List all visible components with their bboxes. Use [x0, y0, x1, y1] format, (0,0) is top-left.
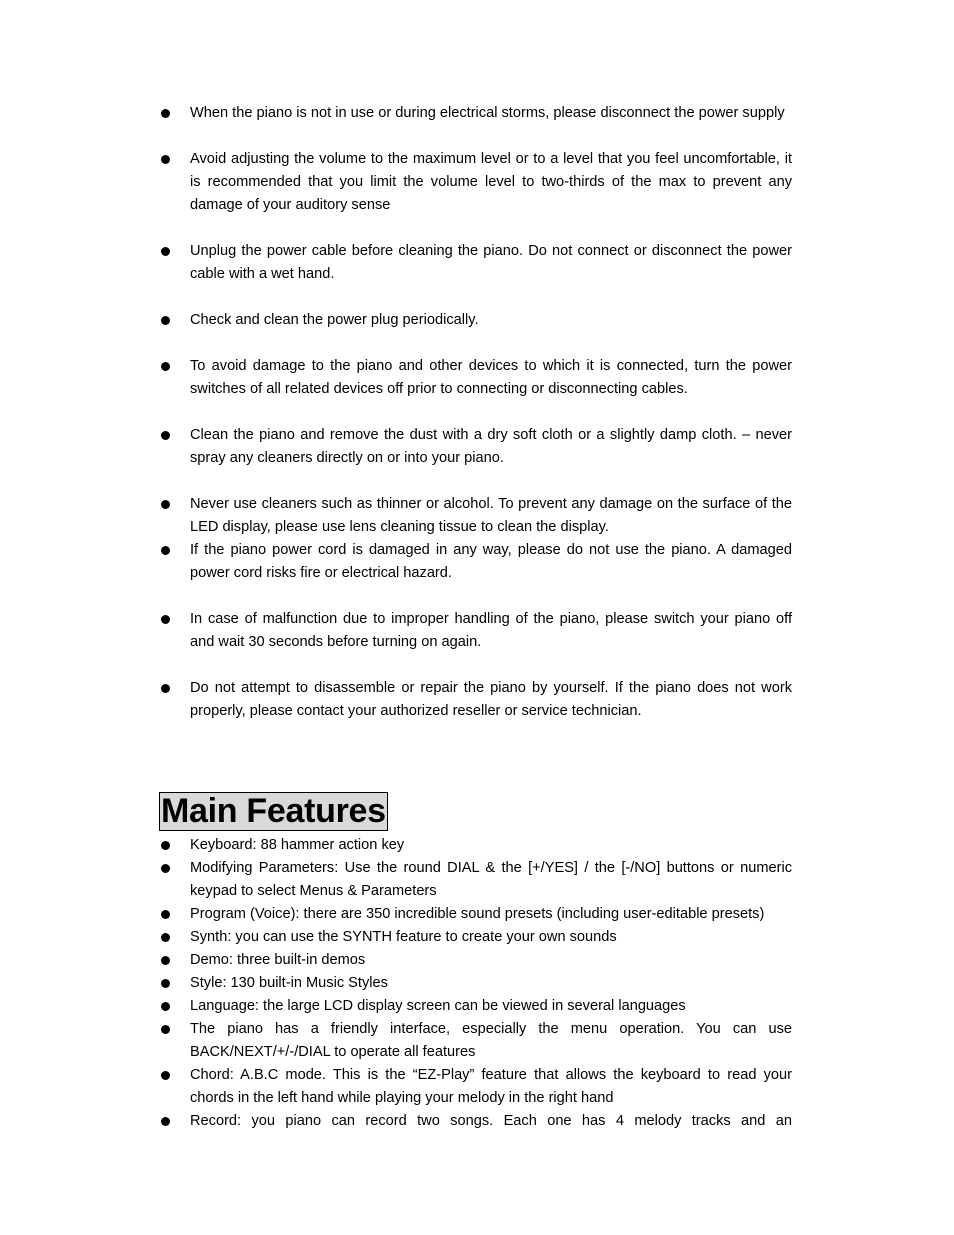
- bullet-icon: [161, 615, 170, 624]
- list-item-text: Never use cleaners such as thinner or alcohol. To prevent any damage on the surface of the LED display, please use lens cleaning tissue to clean the display.: [190, 496, 792, 535]
- bullet-icon: [161, 979, 170, 988]
- list-item-text: Do not attempt to disassemble or repair the piano by yourself. If the piano does not work properly, please contact your authorized reseller or service technician.: [190, 680, 792, 719]
- list-item-text: Unplug the power cable before cleaning the piano. Do not connect or disconnect the power cable with a wet hand.: [190, 243, 792, 282]
- list-item: [160, 493, 792, 539]
- list-item-text: When the piano is not in use or during electrical storms, please disconnect the power supply: [190, 105, 785, 121]
- list-item: [160, 995, 792, 1018]
- features-list: [160, 834, 792, 1133]
- bullet-icon: [161, 1002, 170, 1011]
- list-item: [160, 677, 792, 723]
- list-item: [160, 926, 792, 949]
- list-item-text: To avoid damage to the piano and other devices to which it is connected, turn the power switches of all related devices off prior to connecting or disconnecting cables.: [190, 358, 792, 397]
- list-item: [160, 608, 792, 654]
- list-item-text: The piano has a friendly interface, especially the menu operation. You can use BACK/NEXT/+/-/DIAL to operate all features: [190, 1021, 792, 1060]
- bullet-icon: [161, 546, 170, 555]
- bullet-icon: [161, 864, 170, 873]
- bullet-icon: [161, 155, 170, 164]
- list-item: [160, 903, 792, 926]
- list-item-text: Synth: you can use the SYNTH feature to create your own sounds: [190, 929, 617, 945]
- bullet-icon: [161, 109, 170, 118]
- bullet-icon: [161, 247, 170, 256]
- list-item-text: Program (Voice): there are 350 incredible sound presets (including user-editable presets): [190, 906, 765, 922]
- list-item: [160, 102, 792, 125]
- bullet-icon: [161, 1071, 170, 1080]
- list-item-text: In case of malfunction due to improper handling of the piano, please switch your piano off and wait 30 seconds before turning on again.: [190, 611, 792, 650]
- list-item: [160, 972, 792, 995]
- list-item: [160, 539, 792, 585]
- list-item: [160, 834, 792, 857]
- safety-list: [160, 102, 792, 723]
- bullet-icon: [161, 684, 170, 693]
- bullet-icon: [161, 1025, 170, 1034]
- bullet-icon: [161, 362, 170, 371]
- bullet-icon: [161, 910, 170, 919]
- bullet-icon: [161, 933, 170, 942]
- list-item-text: Style: 130 built-in Music Styles: [190, 975, 388, 991]
- list-item-text: Clean the piano and remove the dust with a dry soft cloth or a slightly damp cloth. – never spray any cleaners directly on or into your piano.: [190, 427, 792, 466]
- list-item-text: If the piano power cord is damaged in any way, please do not use the piano. A damaged power cord risks fire or electrical hazard.: [190, 542, 792, 581]
- list-item: [160, 424, 792, 470]
- bullet-icon: [161, 500, 170, 509]
- list-item-text: Check and clean the power plug periodically.: [190, 312, 479, 328]
- list-item: [160, 240, 792, 286]
- list-item: [160, 857, 792, 903]
- list-item: [160, 148, 792, 217]
- list-item: [160, 1110, 792, 1133]
- section-heading: Main Features: [161, 792, 386, 830]
- bullet-icon: [161, 956, 170, 965]
- list-item-text: Demo: three built-in demos: [190, 952, 366, 968]
- list-item-text: Chord: A.B.C mode. This is the “EZ-Play” feature that allows the keyboard to read your chords in the left hand while playing your melody in the right hand: [190, 1067, 792, 1106]
- bullet-icon: [161, 431, 170, 440]
- list-item: [160, 1064, 792, 1110]
- list-item-text: Modifying Parameters: Use the round DIAL & the [+/YES] / the [-/NO] buttons or numeric keypad to select Menus & Parameters: [190, 860, 792, 899]
- list-item: [160, 949, 792, 972]
- list-item-text: Keyboard: 88 hammer action key: [190, 837, 405, 853]
- list-item: [160, 1018, 792, 1064]
- bullet-icon: [161, 841, 170, 850]
- list-item-text: Record: you piano can record two songs. Each one has 4 melody tracks and an: [190, 1113, 792, 1129]
- list-item-text: Avoid adjusting the volume to the maximum level or to a level that you feel uncomfortable, it is recommended that you limit the volume level to two-thirds of the max to prevent any damage of your auditory sense: [190, 151, 792, 213]
- list-item: [160, 355, 792, 401]
- bullet-icon: [161, 316, 170, 325]
- list-item-text: Language: the large LCD display screen can be viewed in several languages: [190, 998, 686, 1014]
- bullet-icon: [161, 1117, 170, 1126]
- list-item: [160, 309, 792, 332]
